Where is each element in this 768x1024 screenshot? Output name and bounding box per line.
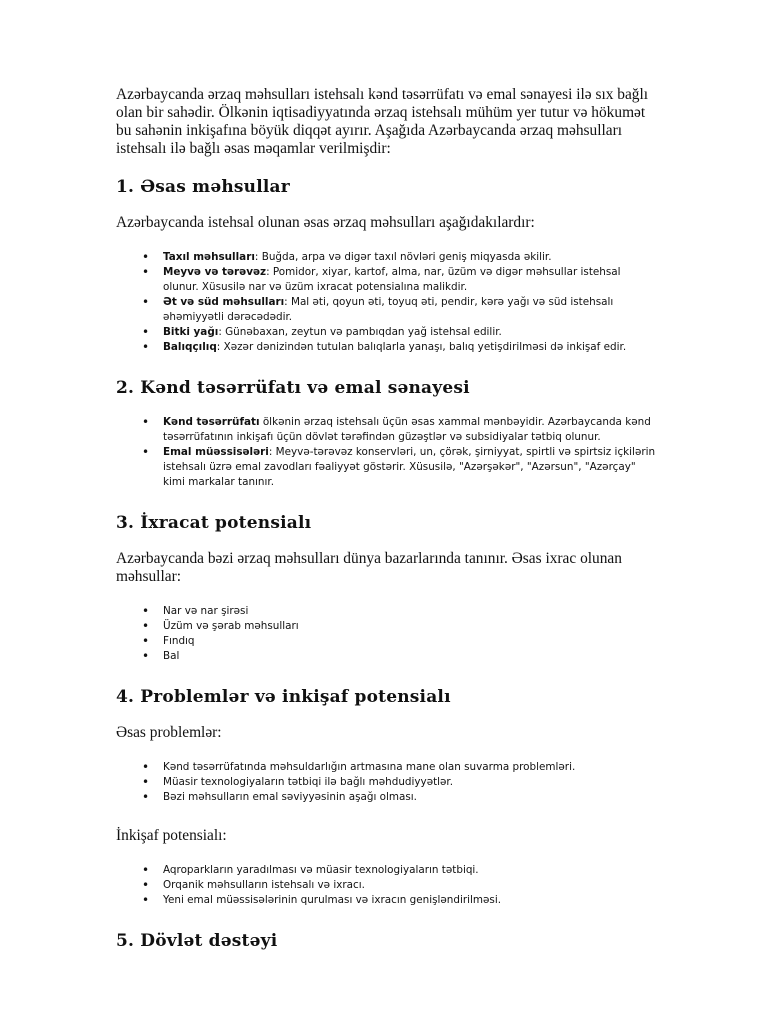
list-item-text: : Buğda, arpa və digər taxıl növləri geniş miqyasda əkilir.	[254, 251, 552, 263]
list-item	[142, 893, 658, 908]
list-item-term: Meyvə və tərəvəz	[163, 266, 267, 278]
list-item	[142, 760, 658, 775]
list-item-text: : Xəzər dənizindən tutulan balıqlarla yanaşı, balıq yetişdirilməsi də inkişaf edir.	[216, 341, 627, 353]
bullet-icon: •	[142, 325, 150, 339]
bullet-icon: •	[142, 634, 150, 648]
list-item	[142, 619, 658, 634]
list-item-text: Nar və nar şirəsi	[163, 605, 249, 617]
bullet-list	[116, 604, 658, 664]
list-item	[142, 340, 658, 355]
list-item	[142, 415, 658, 445]
list-item-text: Bəzi məhsulların emal səviyyəsinin aşağı olması.	[163, 791, 417, 803]
section-paragraph: İnkişaf potensialı:	[116, 827, 227, 844]
bullet-icon: •	[142, 619, 150, 633]
list-item-text: : Günəbaxan, zeytun və pambıqdan yağ istehsal edilir.	[218, 326, 502, 338]
list-item	[142, 649, 658, 664]
bullet-list	[116, 250, 658, 355]
list-item-term: Kənd təsərrüfatı	[163, 416, 260, 428]
list-item-text: Üzüm və şərab məhsulları	[163, 620, 299, 632]
list-item	[142, 863, 658, 878]
list-item-text: Orqanik məhsulların istehsalı və ixracı.	[163, 879, 365, 891]
list-item	[142, 775, 658, 790]
list-item	[142, 325, 658, 340]
bullet-list	[116, 760, 658, 805]
list-item-text: Müasir texnologiyaların tətbiqi ilə bağlı məhdudiyyətlər.	[163, 776, 454, 788]
list-item-text: ölkənin ərzaq istehsalı üçün əsas xammal mənbəyidir. Azərbaycanda kənd təsərrüfatının inkişafı üçün dövlət tərəfindən güzəştlər və subsidiyalar tətbiq olunur.	[163, 416, 651, 443]
list-item-text: Aqroparkların yaradılması və müasir texnologiyaların tətbiqi.	[163, 864, 479, 876]
list-item-text: Kənd təsərrüfatında məhsuldarlığın artmasına mane olan suvarma problemləri.	[163, 761, 576, 773]
list-item-term: Taxıl məhsulları	[163, 251, 255, 263]
list-item-text: Bal	[163, 650, 180, 662]
section-paragraph: Azərbaycanda istehsal olunan əsas ərzaq məhsulları aşağıdakılardır:	[116, 214, 535, 231]
bullet-icon: •	[142, 863, 150, 877]
list-item-text: : Pomidor, xiyar, kartof, alma, nar, üzüm və digər məhsullar istehsal olunur. Xüsusilə nar və üzüm ixracat potensialına malikdir.	[163, 266, 621, 293]
list-item	[142, 265, 658, 295]
bullet-icon: •	[142, 340, 150, 354]
bullet-icon: •	[142, 295, 150, 309]
bullet-list	[116, 863, 658, 908]
list-item	[142, 634, 658, 649]
bullet-icon: •	[142, 878, 150, 892]
list-item-text: Yeni emal müəssisələrinin qurulması və ixracın genişləndirilməsi.	[163, 894, 502, 906]
list-item-text: : Meyvə-tərəvəz konservləri, un, çörək, şirniyyat, spirtli və spirtsiz içkilərin istehsalı üzrə emal zavodları fəaliyyət göstərir. Xüsusilə, "Azərşəkər", "Azərsun", "Azərçay" kimi markalar tanınır.	[163, 446, 656, 488]
list-item-text: : Mal əti, qoyun əti, toyuq əti, pendir, kərə yağı və süd istehsalı əhəmiyyətli dərəcədədir.	[163, 296, 614, 323]
bullet-icon: •	[142, 604, 150, 618]
list-item-term: Bitki yağı	[163, 326, 219, 338]
section-heading: 2. Kənd təsərrüfatı və emal sənayesi	[116, 378, 470, 398]
section-paragraph: Azərbaycanda bəzi ərzaq məhsulları dünya bazarlarında tanınır. Əsas ixrac olunan məhsullar:	[116, 550, 622, 585]
bullet-icon: •	[142, 760, 150, 774]
bullet-icon: •	[142, 445, 150, 459]
list-item	[142, 250, 658, 265]
list-item-text: Fındıq	[163, 635, 195, 647]
list-item	[142, 445, 658, 490]
intro-paragraph: Azərbaycanda ərzaq məhsulları istehsalı kənd təsərrüfatı və emal sənayesi ilə sıx bağlı olan bir sahədir. Ölkənin iqtisadiyyatında ərzaq istehsalı mühüm yer tutur və hökumət bu sahənin inkişafına böyük diqqət ayırır. Aşağıda Azərbaycanda ərzaq məhsulları istehsalı ilə bağlı əsas məqamlar verilmişdir:	[116, 86, 649, 157]
bullet-list	[116, 415, 658, 490]
bullet-icon: •	[142, 790, 150, 804]
bullet-icon: •	[142, 775, 150, 789]
list-item	[142, 878, 658, 893]
list-item-term: Ət və süd məhsulları	[163, 296, 285, 308]
section-heading: 1. Əsas məhsullar	[116, 177, 290, 197]
bullet-icon: •	[142, 265, 150, 279]
bullet-icon: •	[142, 250, 150, 264]
list-item	[142, 295, 658, 325]
list-item	[142, 604, 658, 619]
section-heading: 5. Dövlət dəstəyi	[116, 931, 278, 951]
section-heading: 4. Problemlər və inkişaf potensialı	[116, 687, 451, 707]
list-item-term: Emal müəssisələri	[163, 446, 269, 458]
section-paragraph: Əsas problemlər:	[116, 724, 222, 741]
bullet-icon: •	[142, 649, 150, 663]
bullet-icon: •	[142, 415, 150, 429]
bullet-icon: •	[142, 893, 150, 907]
list-item	[142, 790, 658, 805]
section-heading: 3. İxracat potensialı	[116, 513, 312, 533]
list-item-term: Balıqçılıq	[163, 341, 217, 353]
